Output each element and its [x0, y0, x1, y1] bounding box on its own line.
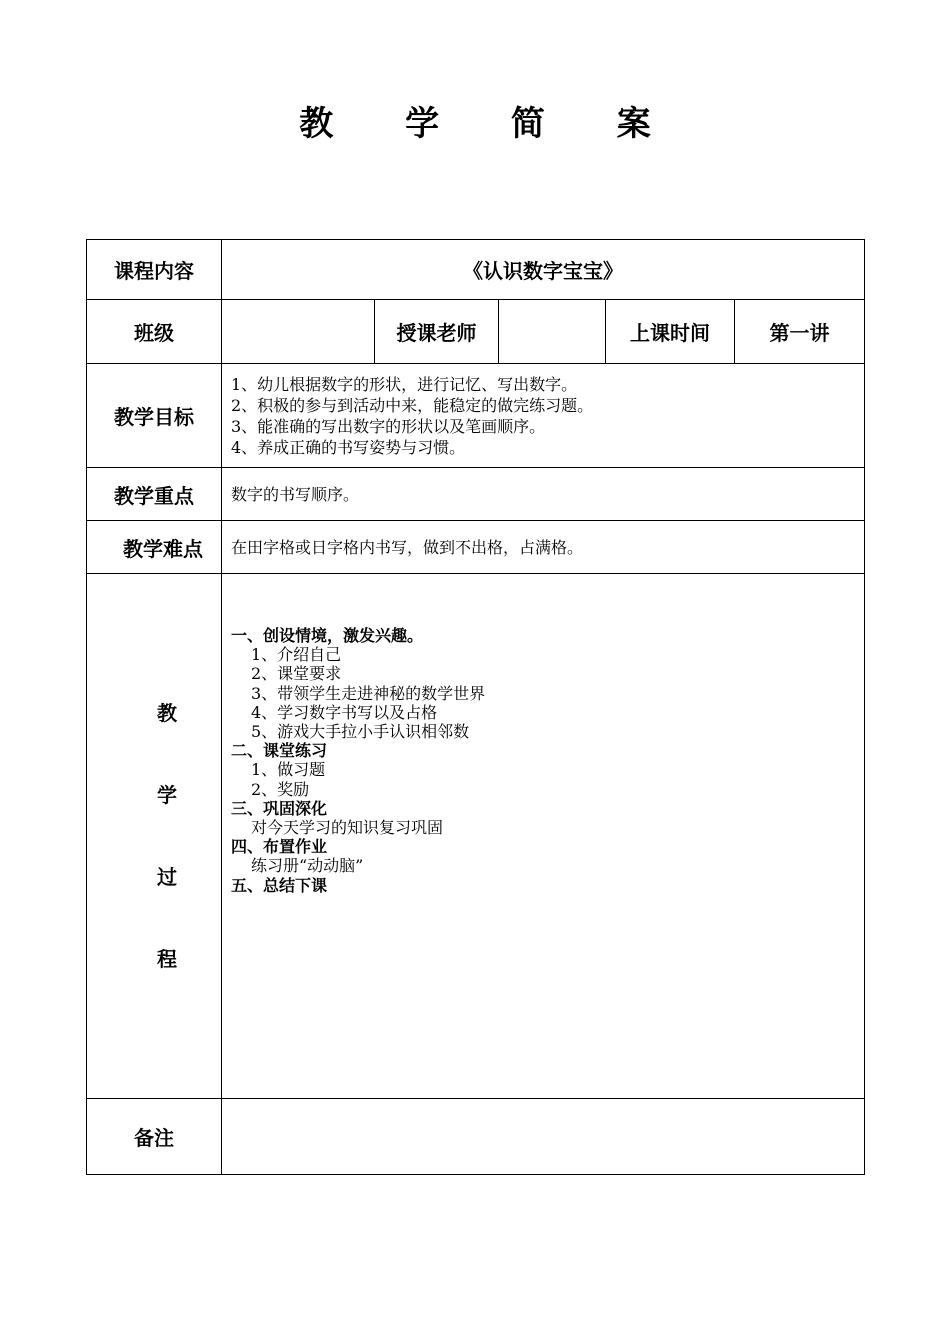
goal-item: 3、能准确的写出数字的形状以及笔画顺序。 — [231, 416, 546, 436]
process-step: 2、课堂要求 — [251, 664, 342, 684]
course-value: 《认识数字宝宝》 — [222, 240, 865, 300]
course-label: 课程内容 — [87, 240, 222, 300]
course-row — [87, 240, 865, 300]
goals-row — [87, 364, 865, 468]
process-label-char: 程 — [157, 947, 177, 971]
notes-value — [222, 1099, 865, 1175]
class-row — [87, 300, 865, 364]
process-section-heading: 五、总结下课 — [231, 875, 328, 895]
page-title: 教 学 简 案 — [299, 104, 681, 144]
process-step: 练习册“动动脑” — [251, 856, 364, 876]
lesson-plan-table — [86, 239, 865, 1175]
teacher-label: 授课老师 — [375, 300, 499, 364]
key-point-value: 数字的书写顺序。 — [222, 468, 865, 521]
process-step: 对今天学习的知识复习巩固 — [251, 818, 444, 838]
notes-label: 备注 — [87, 1099, 222, 1175]
goals-label: 教学目标 — [87, 364, 222, 468]
time-label: 上课时间 — [606, 300, 735, 364]
process-step: 4、学习数字书写以及占格 — [251, 702, 438, 722]
process-section-heading: 四、布置作业 — [231, 837, 328, 857]
goal-item: 1、幼儿根据数字的形状，进行记忆、写出数字。 — [231, 374, 578, 394]
difficulty-value: 在田字格或日字格内书写，做到不出格，占满格。 — [222, 521, 865, 574]
goal-item: 4、养成正确的书写姿势与习惯。 — [231, 437, 466, 457]
process-label-char: 过 — [157, 865, 177, 889]
process-label-char: 教 — [157, 701, 177, 725]
process-section-heading: 二、课堂练习 — [231, 741, 328, 761]
key-point-label: 教学重点 — [87, 468, 222, 521]
goal-item: 2、积极的参与到活动中来，能稳定的做完练习题。 — [231, 395, 594, 415]
process-step: 1、做习题 — [251, 760, 326, 780]
process-step: 1、介绍自己 — [251, 645, 342, 665]
process-section-heading: 一、创设情境，激发兴趣。 — [231, 626, 424, 645]
process-section-heading: 三、巩固深化 — [231, 798, 328, 818]
difficulty-row — [87, 521, 865, 574]
class-label: 班级 — [87, 300, 222, 364]
class-value — [222, 300, 375, 364]
process-row — [87, 574, 865, 1099]
difficulty-label: 教学难点 — [87, 521, 222, 574]
key-point-row — [87, 468, 865, 521]
process-content — [222, 574, 865, 1099]
teacher-value — [499, 300, 606, 364]
process-step: 5、游戏大手拉小手认识相邻数 — [251, 722, 470, 742]
process-step: 2、奖励 — [251, 779, 310, 799]
goals-list — [222, 364, 865, 468]
time-value: 第一讲 — [735, 300, 865, 364]
process-step: 3、带领学生走进神秘的数学世界 — [251, 683, 486, 703]
process-label — [87, 574, 222, 1099]
process-label-char: 学 — [157, 783, 177, 807]
notes-row — [87, 1099, 865, 1175]
